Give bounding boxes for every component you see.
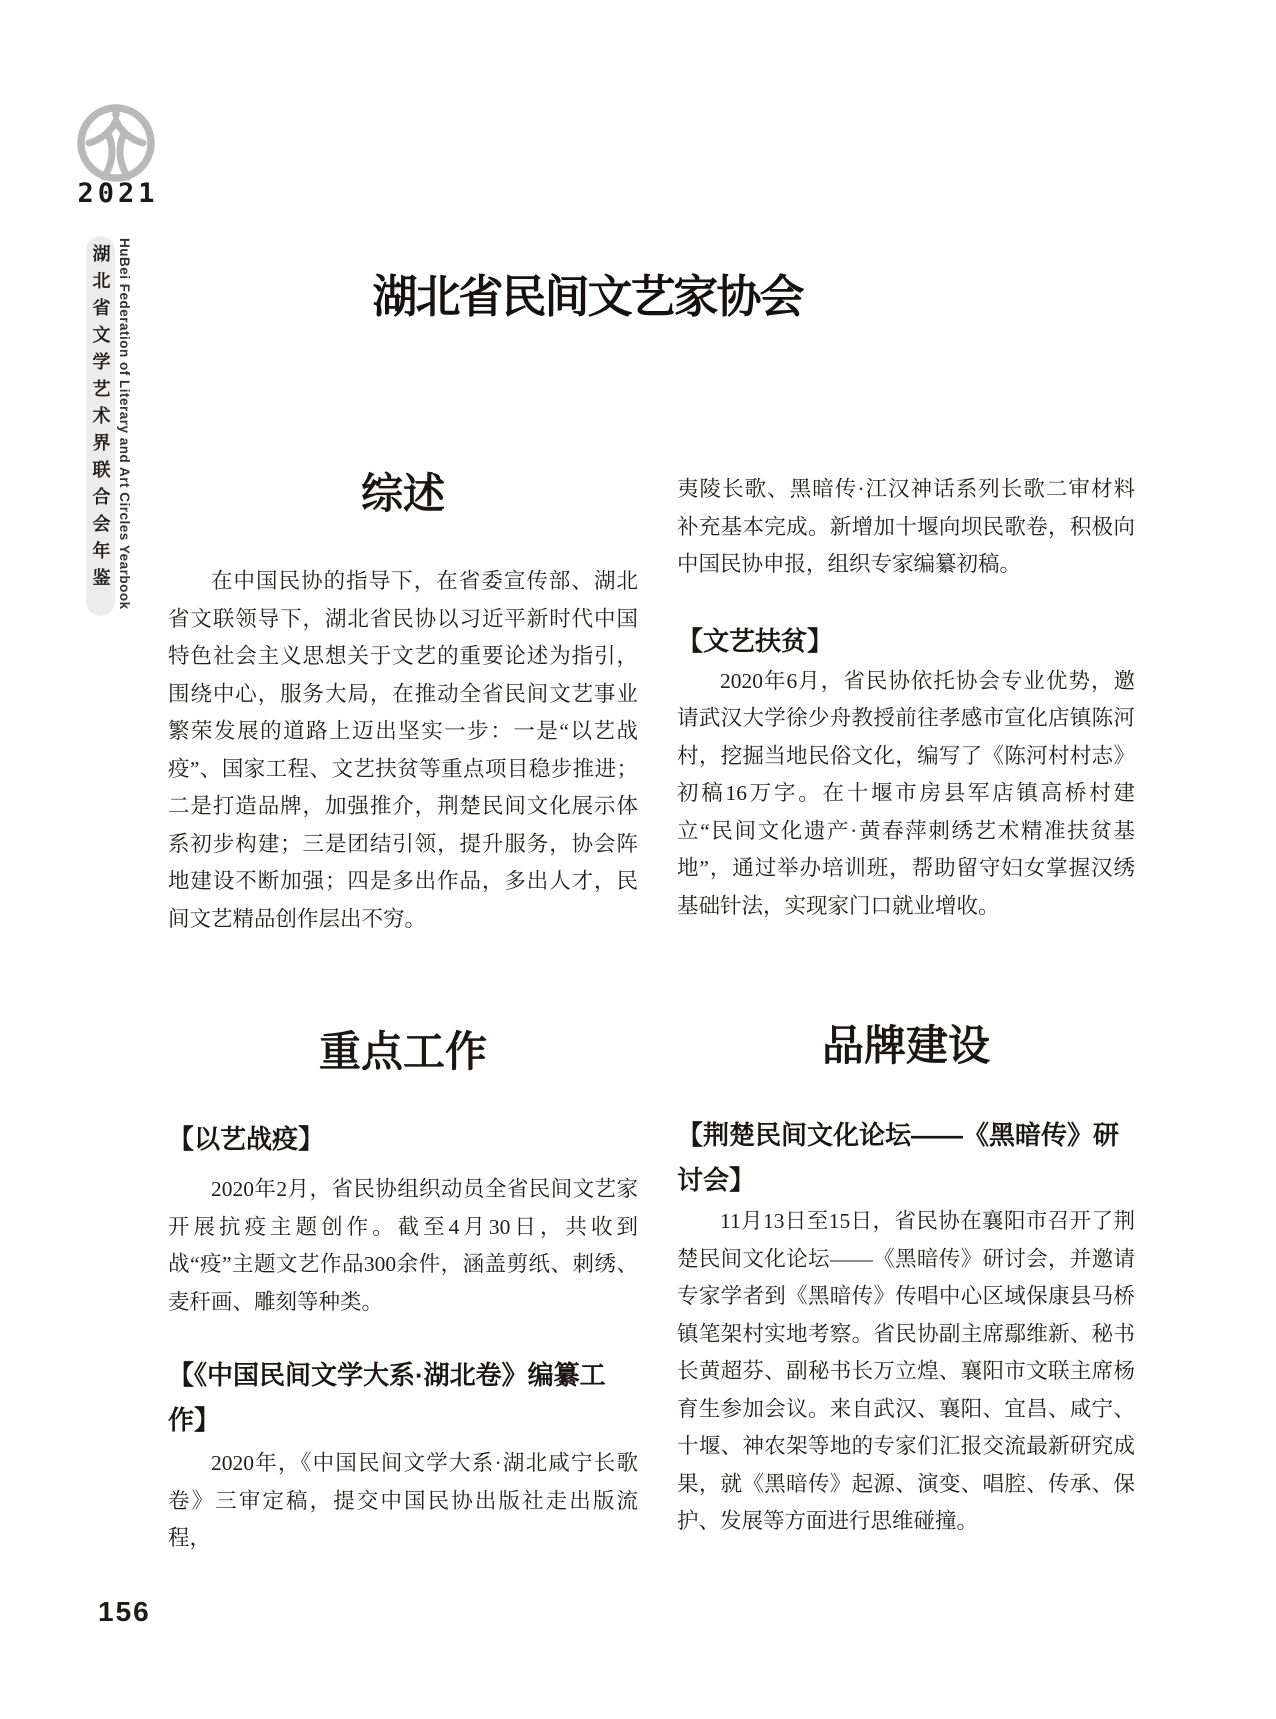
entry-body-forum: 11月13日至15日，省民协在襄阳市召开了荆楚民间文化论坛——《黑暗传》研讨会，并邀请专家学者到《黑暗传》传唱中心区域保康县马桥镇笔架村实地考察。省民协副主席鄢维新、秘书长黄超芬、副秘书长万立煌、襄阳市文联主席杨育生参加会议。来自武汉、襄阳、宜昌、咸宁、十堰、神农架等地的专家们汇报交流最新研究成果，就《黑暗传》起源、演变、唱腔、传承、保护、发展等方面进行思维碰撞。 (677, 1209, 1135, 1533)
key-work-heading: 重点工作 (318, 1028, 487, 1075)
year-label: 2021 (77, 178, 159, 209)
brand-building-heading: 品牌建设 (821, 1022, 990, 1069)
sidebar-title-en: HuBei Federation of Literary and Art Circles Yearbook (117, 238, 132, 610)
overview-heading: 综述 (360, 470, 445, 517)
page-number: 156 (98, 1596, 151, 1627)
federation-emblem-icon (73, 98, 159, 184)
compilation-continuation: 夷陵长歌、黑暗传·江汉神话系列长歌二审材料补充基本完成。新增加十堰向坝民歌卷，积极向中国民协申报，组织专家编纂初稿。 (677, 477, 1135, 576)
entry-label-forum: 【荆楚民间文化论坛——《黑暗传》研讨会】 (677, 1120, 1120, 1195)
overview-body: 在中国民协的指导下，在省委宣传部、湖北省文联领导下，湖北省民协以习近平新时代中国特色社会主义思想关于文艺的重要论述为指引，围绕中心，服务大局，在推动全省民间文艺事业繁荣发展的道路上迈出坚实一步：一是“以艺战疫”、国家工程、文艺扶贫等重点项目稳步推进；二是打造品牌，加强推介，荆楚民间文化展示体系初步构建；三是团结引领，提升服务，协会阵地建设不断加强；四是多出作品，多出人才，民间文艺精品创作层出不穷。 (168, 569, 638, 931)
entry-label-compilation: 【《中国民间文学大系·湖北卷》编纂工作】 (168, 1360, 606, 1435)
left-column (168, 440, 638, 1558)
right-column (677, 440, 1135, 1541)
entry-body-art-against-epidemic: 2020年2月，省民协组织动员全省民间文艺家开展抗疫主题创作。截至4月30日，共收到战“疫”主题文艺作品300余件，涵盖剪纸、刺绣、麦秆画、雕刻等种类。 (168, 1177, 638, 1314)
page-title: 湖北省民间文艺家协会 (372, 272, 803, 323)
entry-label-poverty-relief: 【文艺扶贫】 (677, 625, 834, 656)
entry-body-poverty-relief: 2020年6月，省民协依托协会专业优势，邀请武汉大学徐少舟教授前往孝感市宣化店镇陈河村，挖掘当地民俗文化，编写了《陈河村村志》初稿16万字。在十堰市房县军店镇高桥村建立“民间文化遗产·黄春萍刺绣艺术精准扶贫基地”，通过举办培训班，帮助留守妇女掌握汉绣基础针法，实现家门口就业增收。 (677, 668, 1135, 918)
sidebar-title-cn: 湖北省文学艺术界联合会年鉴 (90, 244, 111, 595)
entry-body-compilation: 2020年，《中国民间文学大系·湖北咸宁长歌卷》三审定稿，提交中国民协出版社走出版流程， (168, 1451, 638, 1550)
entry-label-art-against-epidemic: 【以艺战疫】 (168, 1124, 325, 1154)
